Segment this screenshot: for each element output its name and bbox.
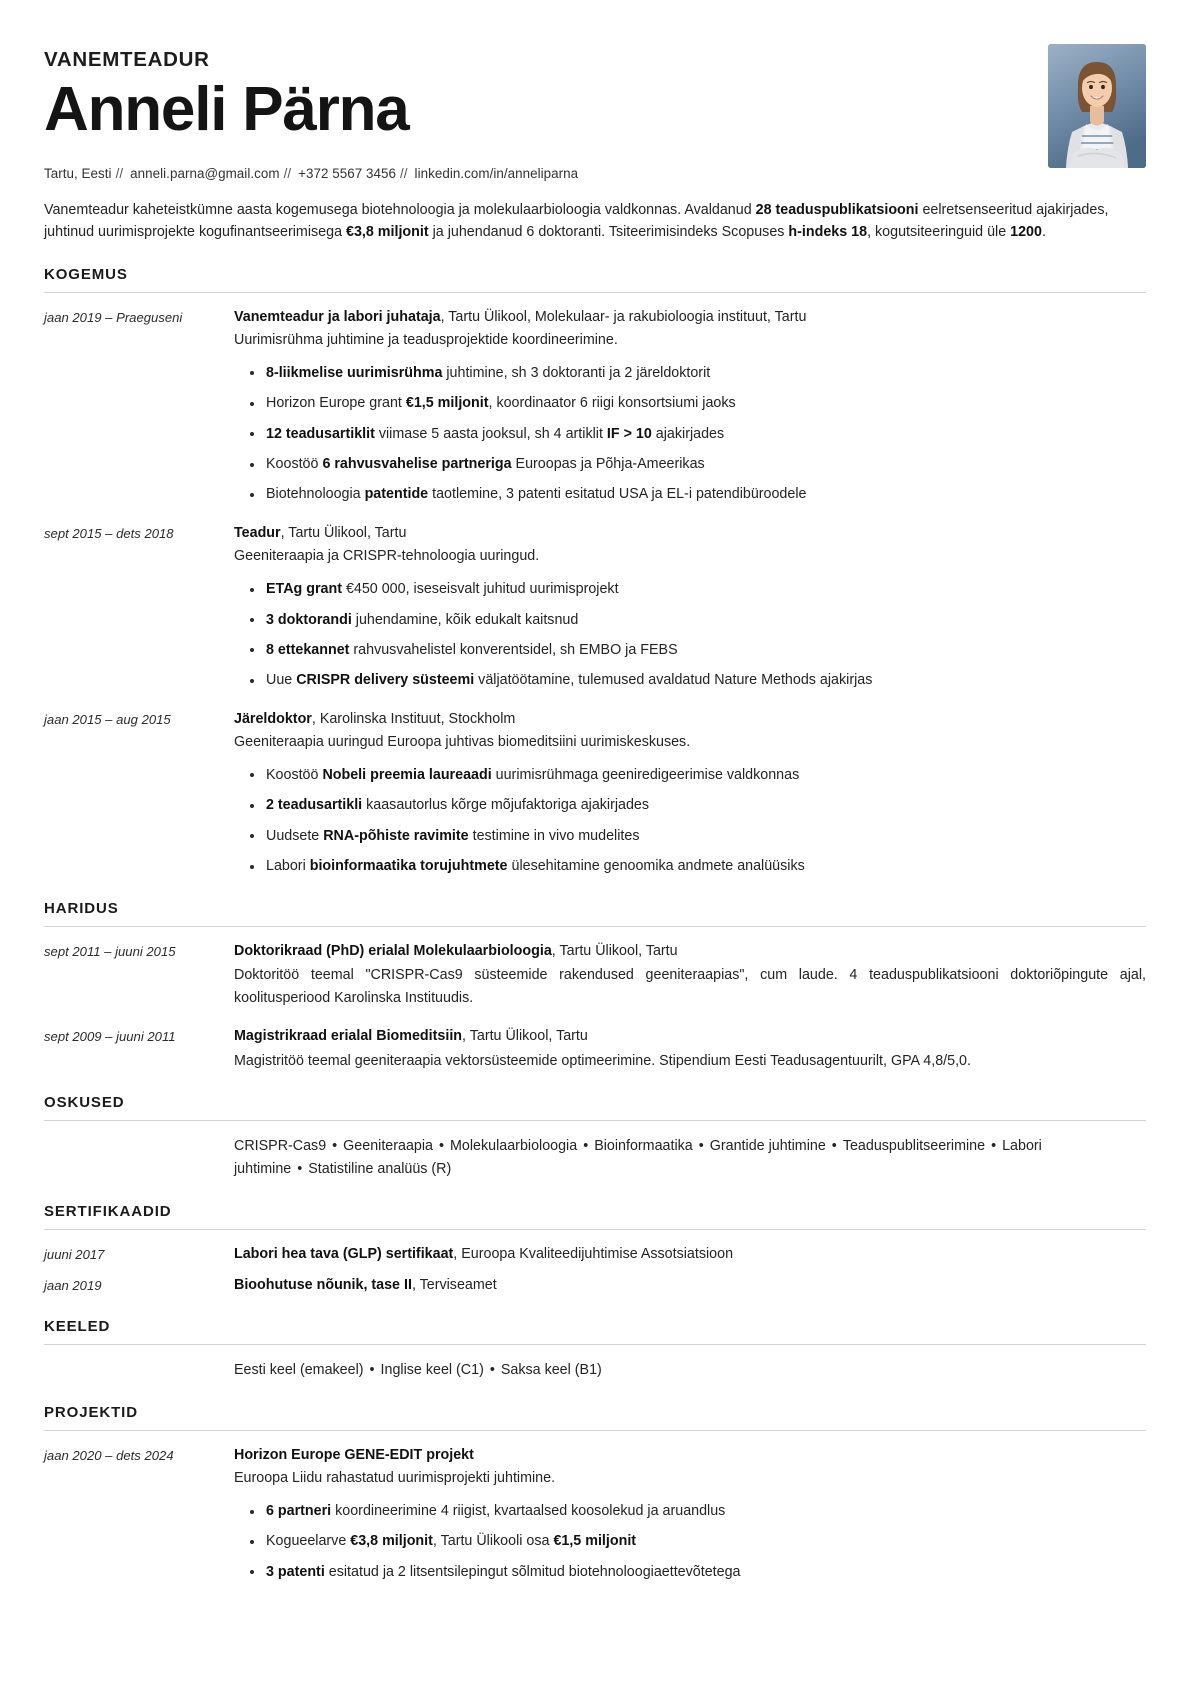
contact-separator-3: // (400, 166, 408, 182)
entry-role: Vanemteadur ja labori juhataja (234, 308, 441, 325)
summary-text-5: . (1041, 223, 1046, 240)
entry-heading (234, 1445, 1146, 1466)
bullet-text: ajakirjades (651, 425, 725, 442)
entry-body (234, 1445, 1146, 1583)
section-title-experience: KOGEMUS (44, 265, 128, 283)
bullet-text: koordineerimine 4 riigist, kvartaalsed koosolekud ja aruandlus (331, 1503, 726, 1519)
certificate-name: Labori hea tava (GLP) sertifikaat (234, 1246, 454, 1263)
summary-paragraph (44, 200, 1146, 243)
bullet-list (234, 765, 1146, 878)
contact-phone[interactable]: +372 5567 3456 (298, 166, 396, 182)
bullet-text: Euroopas ja Põhja-Ameerikas (511, 456, 705, 473)
skill-separator: • (332, 1138, 338, 1155)
entry-date: jaan 2019 (44, 1277, 102, 1293)
entry-degree: Magistrikraad erialal Biomeditsiin (234, 1028, 463, 1045)
section-title-languages: KEELED (44, 1317, 111, 1335)
entry-body (234, 1026, 1146, 1072)
bullet-text: Uudsete (266, 827, 324, 844)
skill-item: CRISPR-Cas9 (234, 1138, 327, 1155)
bullet-text: , koordinaator 6 riigi konsortsiumi jaoks (488, 395, 736, 412)
entry-organization: , Tartu Ülikool, Tartu (551, 942, 678, 959)
skill-item: Teaduspublitseerimine (842, 1138, 986, 1155)
bullet-item (266, 765, 1146, 786)
bullet-highlight: 8-liikmelise uurimisrühma (266, 364, 443, 381)
bullet-item (266, 454, 1146, 475)
entry-summary: Geeniteraapia ja CRISPR-tehnoloogia uuringud. (234, 548, 540, 565)
entry-date: sept 2009 – juuni 2011 (44, 1029, 176, 1045)
entry-date: sept 2011 – juuni 2015 (44, 943, 176, 959)
bullet-item (266, 640, 1146, 661)
skill-item: Labori juhtimine (234, 1138, 1042, 1178)
certificate-issuer: , Terviseamet (411, 1276, 497, 1293)
section-certificates (44, 1203, 1146, 1296)
bullet-list (234, 363, 1146, 506)
entry-body (234, 523, 1146, 692)
skills-date-spacer (44, 1135, 234, 1137)
experience-entry (44, 307, 1146, 506)
entry-description: Magistritöö teemal geeniteraapia vektorsüsteemide optimeerimine. Stipendium Eesti Teadusagentuurilt, GPA 4,8/5,0. (234, 1052, 971, 1069)
bullet-item (266, 484, 1146, 505)
bullet-text: , Tartu Ülikooli osa (432, 1533, 554, 1550)
skill-item: Bioinformaatika (594, 1138, 693, 1155)
bullet-text: Koostöö (266, 456, 323, 473)
entry-organization: , Tartu Ülikool, Tartu (280, 524, 407, 541)
experience-entry (44, 523, 1146, 692)
language-separator: • (369, 1361, 375, 1378)
bullet-item (266, 1562, 1146, 1583)
entry-organization: , Tartu Ülikool, Tartu (462, 1028, 588, 1045)
bullet-item (266, 610, 1146, 631)
bullet-highlight: 6 rahvusvahelise partneriga (322, 456, 512, 473)
language-item: Saksa keel (B1) (500, 1361, 602, 1378)
skill-separator: • (831, 1138, 837, 1155)
certificate-issuer: , Euroopa Kvaliteedijuhtimise Assotsiatsioon (453, 1246, 734, 1263)
entry-organization: , Karolinska Instituut, Stockholm (311, 710, 516, 727)
entry-summary: Geeniteraapia uuringud Euroopa juhtivas biomeditsiini uurimiskeskuses. (234, 734, 691, 751)
certificate-entry (44, 1275, 1146, 1296)
skill-item: Geeniteraapia (343, 1138, 433, 1155)
language-item: Eesti keel (emakeel) (234, 1361, 364, 1378)
section-divider (44, 1120, 1146, 1121)
bullet-item (266, 393, 1146, 414)
bullet-highlight: 12 teadusartiklit (266, 425, 375, 442)
bullet-text: väljatöötamine, tulemused avaldatud Nature Methods ajakirjas (474, 672, 873, 689)
entry-role: Teadur (234, 524, 281, 541)
bullet-item (266, 795, 1146, 816)
bullet-text: kaasautorlus kõrge mõjufaktoriga ajakirjades (362, 797, 650, 814)
bullet-highlight: 6 partneri (266, 1503, 332, 1519)
resume-header (44, 44, 1146, 184)
bullet-item (266, 363, 1146, 384)
section-divider (44, 926, 1146, 927)
skills-list (234, 1135, 1146, 1181)
certificates-list (44, 1244, 1146, 1296)
contact-separator-2: // (283, 166, 292, 182)
projects-list (44, 1445, 1146, 1583)
bullet-list (234, 579, 1146, 692)
entry-date: juuni 2017 (44, 1247, 105, 1263)
bullet-text: Horizon Europe grant (266, 395, 406, 412)
section-divider (44, 1344, 1146, 1345)
bullet-text: testimine in vivo mudelites (468, 827, 640, 844)
entry-heading (234, 941, 1146, 962)
bullet-item (266, 1501, 1146, 1522)
section-title-certificates: SERTIFIKAADID (44, 1203, 172, 1221)
summary-text-3: ja juhendanud 6 doktoranti. Tsiteerimisindeks Scopuses (428, 223, 789, 240)
entry-body (234, 709, 1146, 878)
bullet-text: esitatud ja 2 litsentsilepingut sõlmitud biotehnoloogiaettevõtetega (324, 1563, 741, 1580)
skill-separator: • (991, 1138, 997, 1155)
bullet-highlight: CRISPR delivery süsteemi (296, 672, 475, 689)
bullet-text: Kogueelarve (266, 1533, 351, 1550)
bullet-item (266, 1531, 1146, 1552)
bullet-item (266, 424, 1146, 445)
skill-separator: • (297, 1161, 303, 1178)
entry-date: jaan 2019 – Praeguseni (44, 309, 183, 325)
entry-body (234, 1244, 1146, 1265)
summary-text-1: Vanemteadur kaheteistkümne aasta kogemusega biotehnoloogia ja molekulaarbioloogia valdkonnas. Avaldanud (44, 202, 756, 219)
entry-summary: Uurimisrühma juhtimine ja teadusprojektide koordineerimine. (234, 332, 618, 349)
contact-separator-1: // (115, 166, 124, 182)
bullet-text: Uue (266, 672, 297, 689)
summary-text-2: eelretsenseeritud ajakirjades, juhtinud uurimisprojekte kogufinantseerimisega (44, 202, 1109, 240)
section-projects (44, 1404, 1146, 1583)
entry-organization: , Tartu Ülikool, Molekulaar- ja rakubioloogia instituut, Tartu (440, 308, 807, 325)
job-title: VANEMTEADUR (44, 48, 210, 71)
section-education (44, 900, 1146, 1073)
skills-row (44, 1135, 1146, 1181)
skill-item: Statistiline analüüs (R) (308, 1161, 452, 1178)
entry-heading (234, 1275, 1146, 1296)
entry-heading (234, 523, 1146, 544)
language-item: Inglise keel (C1) (380, 1361, 484, 1378)
bullet-item (266, 856, 1146, 877)
entry-date: sept 2015 – dets 2018 (44, 525, 174, 541)
bullet-highlight: IF > 10 (606, 425, 652, 442)
bullet-text: viimase 5 aasta jooksul, sh 4 artiklit (374, 425, 607, 442)
bullet-text: Labori (266, 858, 310, 875)
bullet-text: rahvusvahelistel konverentsidel, sh EMBO ja FEBS (349, 641, 678, 658)
summary-highlight-publications: 28 teaduspublikatsiooni (755, 202, 919, 219)
bullet-highlight: 3 doktorandi (266, 611, 352, 628)
bullet-text: juhendamine, kõik edukalt kaitsnud (351, 611, 579, 628)
profile-photo (1048, 44, 1146, 168)
bullet-highlight: patentide (364, 486, 429, 503)
bullet-highlight: ETAg grant (266, 581, 342, 598)
skill-separator: • (583, 1138, 589, 1155)
experience-list (44, 307, 1146, 878)
entry-heading (234, 1244, 1146, 1265)
summary-highlight-funding: €3,8 miljonit (346, 223, 429, 240)
bullet-text: Koostöö (266, 766, 323, 783)
bullet-highlight: 3 patenti (266, 1563, 325, 1580)
bullet-text: juhtimine, sh 3 doktoranti ja 2 järeldoktorit (442, 364, 711, 381)
contact-location: Tartu, Eesti (44, 166, 112, 182)
languages-list (234, 1359, 602, 1382)
contact-email[interactable]: anneli.parna@gmail.com (130, 166, 280, 182)
bullet-highlight: 8 ettekannet (266, 641, 350, 658)
languages-row (44, 1359, 1146, 1382)
section-title-skills: OSKUSED (44, 1094, 125, 1112)
bullet-highlight: €1,5 miljonit (405, 395, 489, 412)
education-entry (44, 1026, 1146, 1072)
section-skills (44, 1094, 1146, 1181)
full-name: Anneli Pärna (44, 74, 409, 144)
languages-date-spacer (44, 1359, 234, 1361)
contact-line (44, 164, 1026, 184)
language-separator: • (489, 1361, 495, 1378)
skill-item: Molekulaarbioloogia (450, 1138, 578, 1155)
summary-text-4: , kogutsiteeringuid üle (867, 223, 1011, 240)
entry-heading (234, 709, 1146, 730)
entry-heading (234, 1026, 1146, 1047)
bullet-highlight: bioinformaatika torujuhtmete (309, 858, 508, 875)
education-entry (44, 941, 1146, 1010)
contact-linkedin[interactable]: linkedin.com/in/anneliparna (414, 166, 579, 182)
section-experience (44, 266, 1146, 878)
header-text-block (44, 44, 1026, 184)
project-summary: Euroopa Liidu rahastatud uurimisprojekti juhtimine. (234, 1470, 556, 1487)
project-entry (44, 1445, 1146, 1583)
entry-role: Järeldoktor (234, 710, 312, 727)
entry-date: jaan 2020 – dets 2024 (44, 1447, 174, 1463)
bullet-text: Biotehnoloogia (266, 486, 365, 503)
bullet-text: €450 000, iseseisvalt juhitud uurimisprojekt (341, 581, 619, 598)
certificate-entry (44, 1244, 1146, 1265)
bullet-item (266, 670, 1146, 691)
section-title-projects: PROJEKTID (44, 1403, 138, 1421)
entry-body (234, 307, 1146, 506)
bullet-highlight: 2 teadusartikli (266, 797, 363, 814)
bullet-text: taotlemine, 3 patenti esitatud USA ja EL-i patendibüroodele (428, 486, 807, 503)
entry-description: Doktoritöö teemal "CRISPR-Cas9 süsteemide rakendused geeniteraapias", cum laude. 4 teaduspublikatsiooni doktoriõpingute ajal, koolitusperiood Karolinska Instituudis. (234, 967, 1146, 1006)
summary-highlight-citations: 1200 (1010, 223, 1042, 240)
bullet-item (266, 579, 1146, 600)
bullet-highlight: Nobeli preemia laureaadi (322, 766, 492, 783)
certificate-name: Bioohutuse nõunik, tase II (234, 1276, 412, 1293)
skill-item: Grantide juhtimine (709, 1138, 826, 1155)
bullet-item (266, 826, 1146, 847)
bullet-highlight: €3,8 miljonit (350, 1533, 433, 1550)
bullet-list (234, 1501, 1146, 1583)
experience-entry (44, 709, 1146, 878)
bullet-text: uurimisrühmaga geeniredigeerimise valdkonnas (491, 766, 800, 783)
bullet-text: ülesehitamine genoomika andmete analüüsiks (507, 858, 805, 875)
section-divider (44, 1430, 1146, 1431)
summary-highlight-hindex: h-indeks 18 (788, 223, 868, 240)
education-list (44, 941, 1146, 1073)
entry-date: jaan 2015 – aug 2015 (44, 711, 171, 727)
entry-body (234, 1275, 1146, 1296)
section-title-education: HARIDUS (44, 899, 119, 917)
bullet-highlight: RNA-põhiste ravimite (323, 827, 469, 844)
bullet-highlight: €1,5 miljonit (553, 1533, 637, 1550)
section-divider (44, 1229, 1146, 1230)
skill-separator: • (698, 1138, 704, 1155)
entry-heading (234, 307, 1146, 328)
section-divider (44, 292, 1146, 293)
entry-body (234, 941, 1146, 1010)
project-name: Horizon Europe GENE-EDIT projekt (234, 1446, 474, 1463)
entry-degree: Doktorikraad (PhD) erialal Molekulaarbioloogia (234, 942, 552, 959)
skill-separator: • (439, 1138, 445, 1155)
section-languages (44, 1318, 1146, 1382)
